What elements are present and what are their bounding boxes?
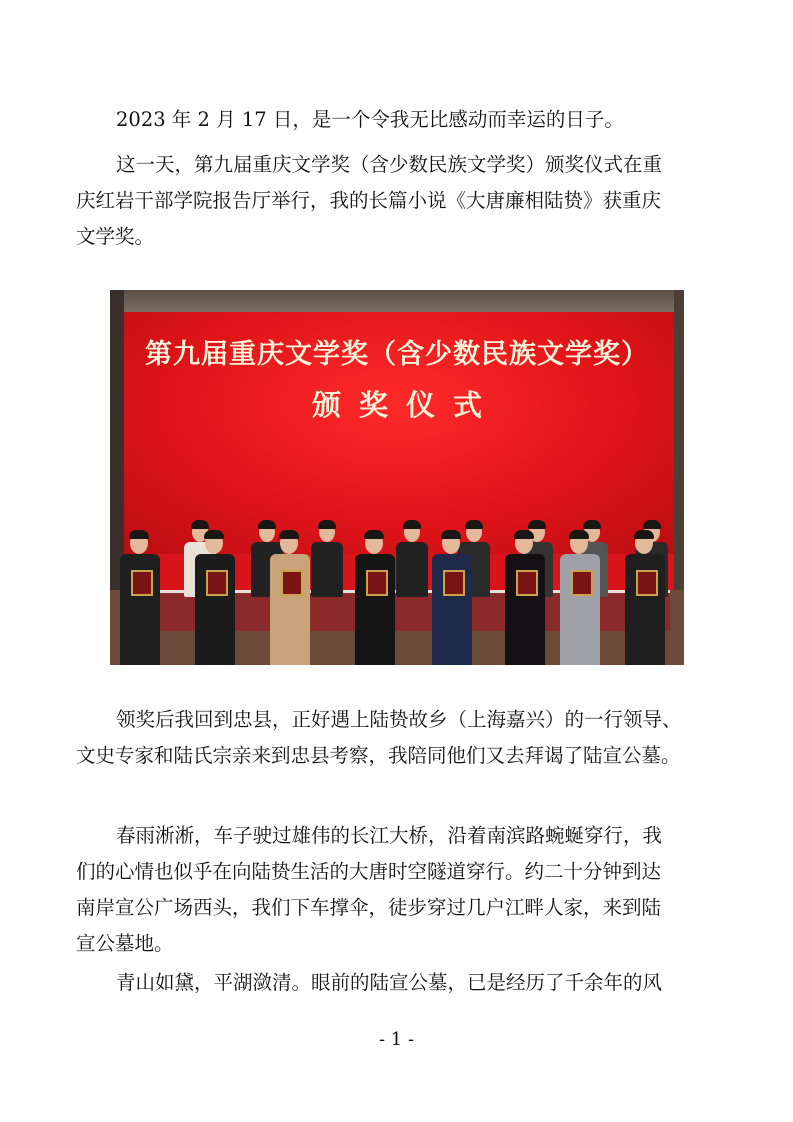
paragraph-5	[76, 965, 718, 1001]
paragraph-line: 春雨淅淅，车子驶过雄伟的长江大桥，沿着南滨路蜿蜒穿行，我	[116, 824, 663, 847]
paragraph-line: 庆红岩干部学院报告厅举行，我的长篇小说《大唐廉相陆贽》获重庆	[76, 189, 662, 212]
paragraph-line: 这一天，第九届重庆文学奖（含少数民族文学奖）颁奖仪式在重	[116, 153, 663, 176]
paragraph-2	[76, 147, 718, 255]
paragraph-1	[76, 102, 718, 138]
paragraph-line: 2023 年 2 月 17 日，是一个令我无比感动而幸运的日子。	[116, 108, 624, 131]
paragraph-3	[76, 702, 718, 774]
paragraph-line: 青山如黛，平湖潋清。眼前的陆宣公墓，已是经历了千余年的风	[116, 971, 663, 994]
paragraph-line: 南岸宣公广场西头，我们下车撑伞，徒步穿过几户江畔人家，来到陆	[76, 896, 662, 919]
paragraph-line: 宣公墓地。	[76, 932, 174, 955]
banner-title: 第九届重庆文学奖（含少数民族文学奖）	[145, 339, 649, 370]
banner-subtitle: 颁奖仪式	[311, 388, 500, 422]
paragraph-line: 文史专家和陆氏宗亲来到忠县考察，我陪同他们又去拜谒了陆宣公墓。	[76, 744, 681, 767]
award-ceremony-photo	[110, 290, 684, 665]
paragraph-line: 文学奖。	[76, 225, 155, 248]
ceiling	[110, 290, 684, 312]
paragraph-4	[76, 818, 718, 962]
paragraph-line: 领奖后我回到忠县，正好遇上陆贽故乡（上海嘉兴）的一行领导、	[116, 708, 682, 731]
page-number: - 1 -	[378, 1029, 415, 1050]
paragraph-line: 们的心情也似乎在向陆贽生活的大唐时空隧道穿行。约二十分钟到达	[76, 860, 662, 883]
